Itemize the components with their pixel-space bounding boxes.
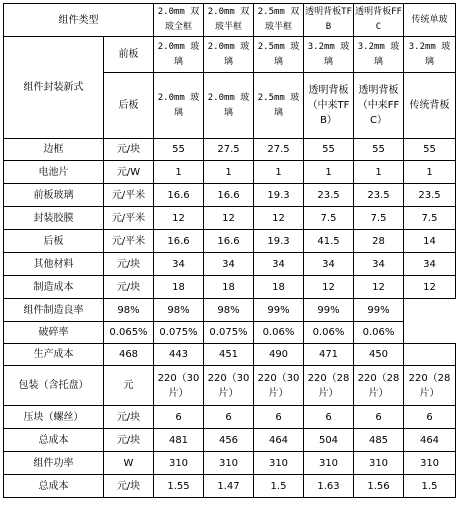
row-value: 468 <box>104 344 154 366</box>
row-label: 其他材料 <box>4 253 104 276</box>
table-row <box>4 276 456 299</box>
row-value: 1.5 <box>404 475 456 498</box>
type-cell: 2.0mm 双玻半框 <box>204 4 254 37</box>
front-label: 前板 <box>104 37 154 73</box>
row-unit: 元 <box>104 366 154 406</box>
row-unit: 元/平米 <box>104 230 154 253</box>
row-value: 1 <box>304 161 354 184</box>
row-value: 18 <box>154 276 204 299</box>
back-cell: 2.5mm 玻璃 <box>254 73 304 139</box>
front-cell: 2.0mm 玻璃 <box>154 37 204 73</box>
back-cell: 传统背板 <box>404 73 456 139</box>
row-value: 6 <box>404 406 456 429</box>
row-value: 23.5 <box>404 184 456 207</box>
row-value: 1.56 <box>354 475 404 498</box>
row-value: 310 <box>154 452 204 475</box>
row-value: 55 <box>154 139 204 161</box>
row-value: 19.3 <box>254 230 304 253</box>
back-cell: 透明背板（中来FFC） <box>354 73 404 139</box>
row-value: 16.6 <box>154 230 204 253</box>
row-label: 电池片 <box>4 161 104 184</box>
row-value: 310 <box>354 452 404 475</box>
package-row <box>4 366 456 406</box>
row-label: 前板玻璃 <box>4 184 104 207</box>
row-label: 后板 <box>4 230 104 253</box>
front-cell: 3.2mm 玻璃 <box>304 37 354 73</box>
row-label: 压块（螺丝） <box>4 406 104 429</box>
table-row <box>4 429 456 452</box>
front-cell: 2.0mm 玻璃 <box>204 37 254 73</box>
row-value: 12 <box>204 207 254 230</box>
row-value: 0.075% <box>154 322 204 344</box>
row-value: 16.6 <box>204 184 254 207</box>
row-value: 0.06% <box>254 322 304 344</box>
row-value: 34 <box>254 253 304 276</box>
row-value: 0.075% <box>204 322 254 344</box>
row-value: 27.5 <box>254 139 304 161</box>
type-cell: 透明背板TFB <box>304 4 354 37</box>
front-panel-row <box>4 37 456 73</box>
row-value: 18 <box>254 276 304 299</box>
type-cell: 透明背板FFC <box>354 4 404 37</box>
row-value: 12 <box>254 207 304 230</box>
row-value: 310 <box>404 452 456 475</box>
row-unit: 元/W <box>104 161 154 184</box>
row-value: 16.6 <box>154 184 204 207</box>
row-value: 14 <box>404 230 456 253</box>
row-value: 490 <box>254 344 304 366</box>
row-value: 1.5 <box>254 475 304 498</box>
row-value: 55 <box>304 139 354 161</box>
row-value: 19.3 <box>254 184 304 207</box>
type-cell: 2.0mm 双玻全框 <box>154 4 204 37</box>
row-label: 边框 <box>4 139 104 161</box>
row-label: 破碎率 <box>4 322 104 344</box>
back-cell: 2.0mm 玻璃 <box>204 73 254 139</box>
row-value: 1 <box>354 161 404 184</box>
row-label: 组件制造良率 <box>4 299 104 322</box>
row-value: 1 <box>404 161 456 184</box>
front-cell: 2.5mm 玻璃 <box>254 37 304 73</box>
row-value: 7.5 <box>404 207 456 230</box>
empty-cell <box>404 344 456 366</box>
row-value: 34 <box>154 253 204 276</box>
back-label: 后板 <box>104 73 154 139</box>
row-value: 16.6 <box>204 230 254 253</box>
row-value: 310 <box>254 452 304 475</box>
row-label: 包装（含托盘） <box>4 366 104 406</box>
packaging-label: 组件封装新式 <box>4 37 104 139</box>
row-value: 0.065% <box>104 322 154 344</box>
row-value: 310 <box>204 452 254 475</box>
row-value: 220（30片） <box>254 366 304 406</box>
row-value: 1 <box>154 161 204 184</box>
row-value: 451 <box>204 344 254 366</box>
row-value: 220（28片） <box>404 366 456 406</box>
row-unit: 元/平米 <box>104 207 154 230</box>
row-value: 504 <box>304 429 354 452</box>
empty-cell <box>404 299 456 322</box>
row-unit: 元/块 <box>104 253 154 276</box>
row-value: 34 <box>404 253 456 276</box>
row-label: 制造成本 <box>4 276 104 299</box>
type-cell: 2.5mm 双玻半框 <box>254 4 304 37</box>
row-value: 464 <box>404 429 456 452</box>
table-row <box>4 230 456 253</box>
row-value: 28 <box>354 230 404 253</box>
row-value: 34 <box>304 253 354 276</box>
row-value: 41.5 <box>304 230 354 253</box>
empty-cell <box>404 322 456 344</box>
row-value: 7.5 <box>354 207 404 230</box>
row-value: 464 <box>254 429 304 452</box>
row-value: 34 <box>204 253 254 276</box>
table-row <box>4 253 456 276</box>
row-unit: 元/块 <box>104 139 154 161</box>
component-type-label: 组件类型 <box>4 4 154 37</box>
row-value: 55 <box>404 139 456 161</box>
row-value: 220（28片） <box>304 366 354 406</box>
table-row <box>4 139 456 161</box>
row-label: 总成本 <box>4 475 104 498</box>
row-value: 12 <box>304 276 354 299</box>
row-value: 6 <box>304 406 354 429</box>
row-label: 封装胶膜 <box>4 207 104 230</box>
table-row <box>4 161 456 184</box>
row-value: 0.06% <box>304 322 354 344</box>
row-value: 55 <box>354 139 404 161</box>
row-value: 6 <box>254 406 304 429</box>
row-value: 98% <box>104 299 154 322</box>
row-value: 12 <box>404 276 456 299</box>
row-value: 23.5 <box>304 184 354 207</box>
row-value: 481 <box>154 429 204 452</box>
row-value: 27.5 <box>204 139 254 161</box>
row-unit: 元/块 <box>104 276 154 299</box>
row-value: 23.5 <box>354 184 404 207</box>
row-unit: 元/块 <box>104 475 154 498</box>
row-value: 1 <box>254 161 304 184</box>
row-value: 7.5 <box>304 207 354 230</box>
yield-row <box>4 299 456 322</box>
table-row <box>4 184 456 207</box>
row-value: 0.06% <box>354 322 404 344</box>
row-value: 98% <box>154 299 204 322</box>
row-value: 471 <box>304 344 354 366</box>
row-value: 99% <box>354 299 404 322</box>
cost-table <box>3 3 456 498</box>
row-value: 6 <box>204 406 254 429</box>
production-cost-row <box>4 344 456 366</box>
row-value: 99% <box>254 299 304 322</box>
row-unit: 元/块 <box>104 406 154 429</box>
table-row <box>4 475 456 498</box>
row-value: 18 <box>204 276 254 299</box>
row-value: 98% <box>204 299 254 322</box>
row-value: 456 <box>204 429 254 452</box>
row-value: 12 <box>154 207 204 230</box>
row-value: 1.63 <box>304 475 354 498</box>
row-value: 1.47 <box>204 475 254 498</box>
row-value: 450 <box>354 344 404 366</box>
back-cell: 2.0mm 玻璃 <box>154 73 204 139</box>
header-row <box>4 4 456 37</box>
front-cell: 3.2mm 玻璃 <box>404 37 456 73</box>
row-value: 12 <box>354 276 404 299</box>
row-value: 1 <box>204 161 254 184</box>
row-unit: 元/块 <box>104 429 154 452</box>
back-cell: 透明背板（中来TFB） <box>304 73 354 139</box>
row-value: 310 <box>304 452 354 475</box>
row-unit: 元/平米 <box>104 184 154 207</box>
table-row <box>4 406 456 429</box>
row-value: 1.55 <box>154 475 204 498</box>
row-value: 220（28片） <box>354 366 404 406</box>
row-value: 6 <box>154 406 204 429</box>
row-unit: W <box>104 452 154 475</box>
row-label: 生产成本 <box>4 344 104 366</box>
row-value: 220（30片） <box>204 366 254 406</box>
row-value: 443 <box>154 344 204 366</box>
row-value: 34 <box>354 253 404 276</box>
row-value: 220（30片） <box>154 366 204 406</box>
table-row <box>4 452 456 475</box>
table-row <box>4 207 456 230</box>
row-value: 485 <box>354 429 404 452</box>
breakage-row <box>4 322 456 344</box>
row-label: 组件功率 <box>4 452 104 475</box>
row-value: 99% <box>304 299 354 322</box>
row-value: 6 <box>354 406 404 429</box>
front-cell: 3.2mm 玻璃 <box>354 37 404 73</box>
row-label: 总成本 <box>4 429 104 452</box>
type-cell: 传统单玻 <box>404 4 456 37</box>
